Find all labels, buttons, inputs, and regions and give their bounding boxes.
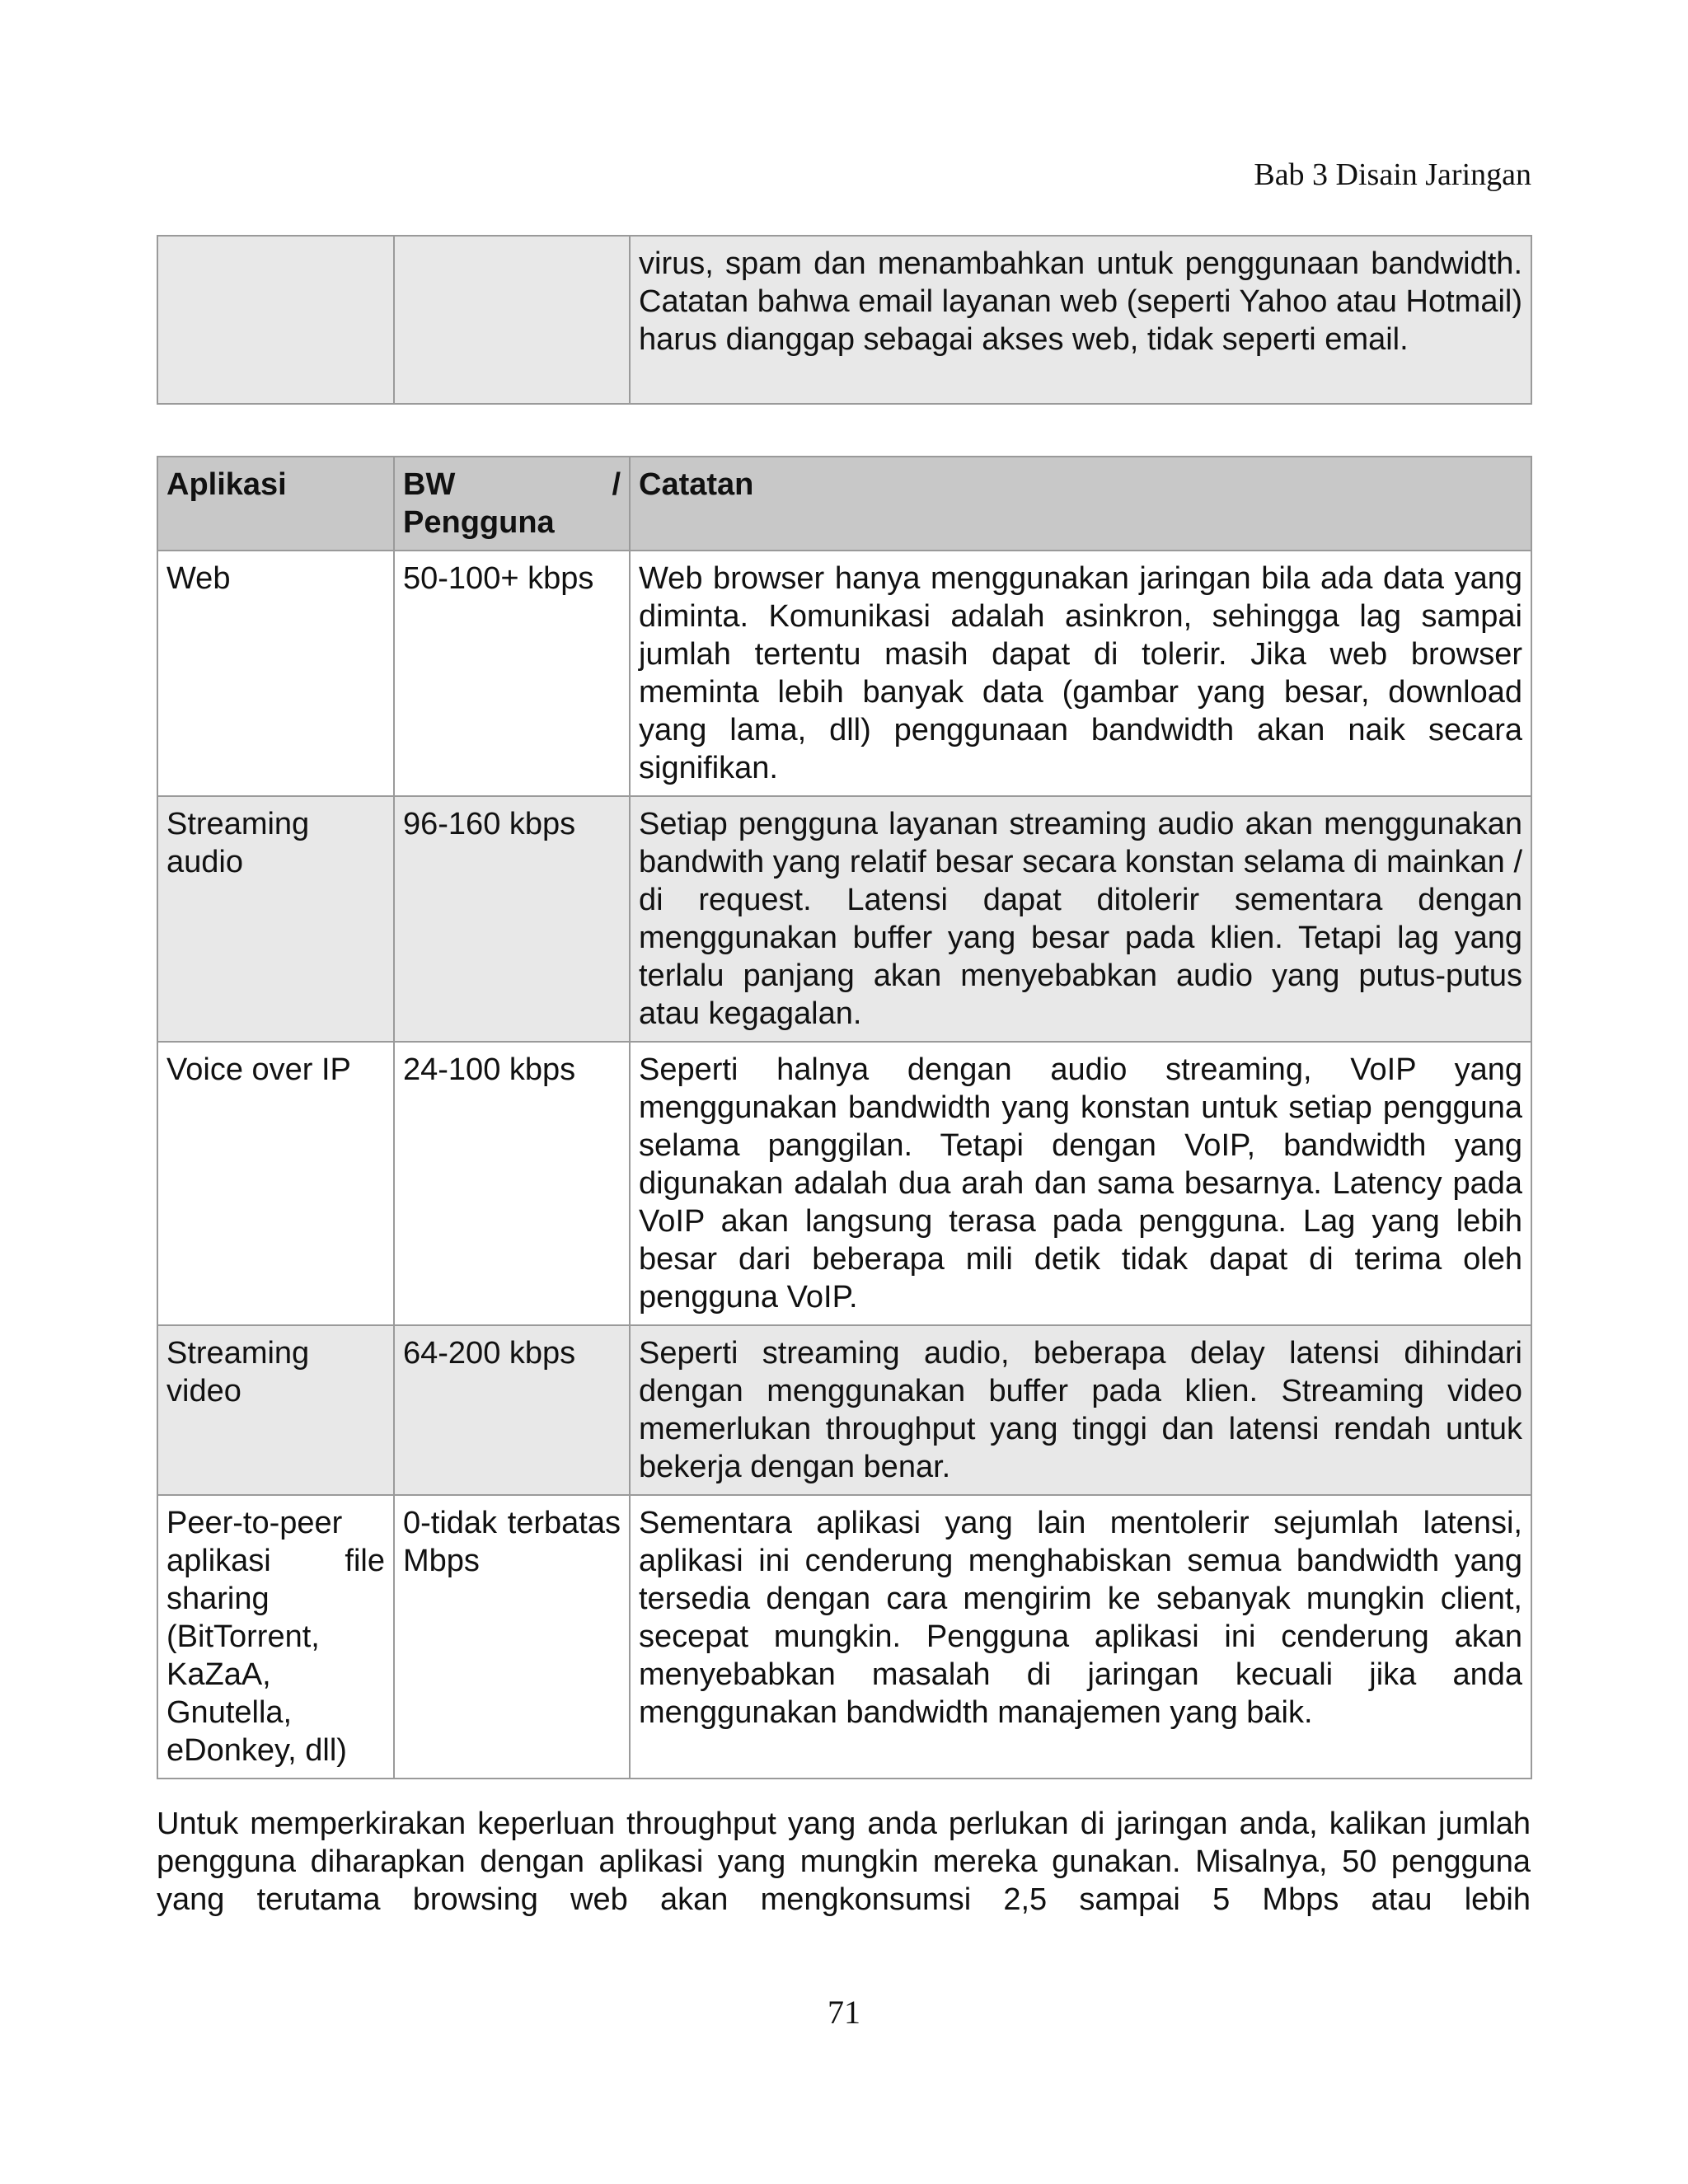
table-cell-catatan: Web browser hanya menggunakan jaringan bila ada data yang diminta. Komunikasi adalah asinkron, sehingga lag sampai jumlah tertentu masih dapat di tolerir. Jika web browser meminta lebih banyak data (gambar yang besar, download yang lama, dll) penggunaan bandwidth akan naik secara signifikan. <box>630 551 1531 796</box>
table-cell-catatan: Seperti streaming audio, beberapa delay latensi dihindari dengan menggunakan buffer pada klien. Streaming video memerlukan throughput yang tinggi dan latensi rendah untuk bekerja dengan benar. <box>630 1325 1531 1495</box>
table-cell-bw: 64-200 kbps <box>394 1325 630 1495</box>
table-cell-catatan: Sementara aplikasi yang lain mentolerir sejumlah latensi, aplikasi ini cenderung menghabiskan semua bandwidth yang tersedia dengan cara mengirim ke sebanyak mungkin client, secepat mungkin. Pengguna aplikasi ini cenderung akan menyebabkan masalah di jaringan kecuali jika anda menggunakan bandwidth manajemen yang baik. <box>630 1495 1531 1779</box>
running-header: Bab 3 Disain Jaringan <box>1254 157 1531 192</box>
table-cell-catatan: Setiap pengguna layanan streaming audio akan menggunakan bandwith yang relatif besar secara konstan selama di mainkan / di request. Latensi dapat ditolerir sementara dengan menggunakan buffer yang besar pada klien. Tetapi lag yang terlalu panjang akan menyebabkan audio yang putus-putus atau kegagalan. <box>630 796 1531 1042</box>
table-cell-aplikasi: Streaming audio <box>157 796 394 1042</box>
table-cell-bw <box>394 236 630 404</box>
table-row <box>157 1495 1531 1779</box>
table-cell-aplikasi: Web <box>157 551 394 796</box>
table-row <box>157 796 1531 1042</box>
table-cell-aplikasi: Streaming video <box>157 1325 394 1495</box>
table-row <box>157 1042 1531 1325</box>
column-header-bw <box>394 457 630 551</box>
table-cell-aplikasi <box>157 236 394 404</box>
column-header-bw-slash: / <box>612 467 621 502</box>
continued-table <box>157 235 1532 405</box>
table-row <box>157 1325 1531 1495</box>
table-cell-bw: 50-100+ kbps <box>394 551 630 796</box>
table-row <box>157 236 1531 404</box>
table-header-row <box>157 457 1531 551</box>
column-header-bw-label: BW <box>403 467 456 502</box>
table-cell-catatan: Seperti halnya dengan audio streaming, VoIP yang menggunakan bandwidth yang konstan untuk setiap pengguna selama panggilan. Tetapi dengan VoIP, bandwidth yang digunakan adalah dua arah dan sama besarnya. Latency pada VoIP akan langsung terasa pada pengguna. Lag yang lebih besar dari beberapa mili detik tidak dapat di terima oleh pengguna VoIP. <box>630 1042 1531 1325</box>
table-cell-aplikasi: Peer-to-peer aplikasi file sharing (BitTorrent, KaZaA, Gnutella, eDonkey, dll) <box>157 1495 394 1779</box>
page-number: 71 <box>828 1994 860 2031</box>
column-header-bw-sub: Pengguna <box>403 505 555 540</box>
column-header-aplikasi: Aplikasi <box>157 457 394 551</box>
bandwidth-table <box>157 456 1532 1779</box>
table-row <box>157 551 1531 796</box>
table-cell-aplikasi: Voice over IP <box>157 1042 394 1325</box>
table-cell-bw: 0-tidak terbatas Mbps <box>394 1495 630 1779</box>
table-cell-bw: 96-160 kbps <box>394 796 630 1042</box>
table-cell-catatan: virus, spam dan menambahkan untuk penggunaan bandwidth. Catatan bahwa email layanan web (seperti Yahoo atau Hotmail) harus dianggap sebagai akses web, tidak seperti email. <box>630 236 1531 404</box>
table-cell-bw: 24-100 kbps <box>394 1042 630 1325</box>
column-header-catatan: Catatan <box>630 457 1531 551</box>
body-paragraph: Untuk memperkirakan keperluan throughput yang anda perlukan di jaringan anda, kalikan jumlah pengguna diharapkan dengan aplikasi yang mungkin mereka gunakan. Misalnya, 50 pengguna yang terutama browsing web akan mengkonsumsi 2,5 sampai 5 Mbps atau lebih <box>157 1807 1531 1917</box>
